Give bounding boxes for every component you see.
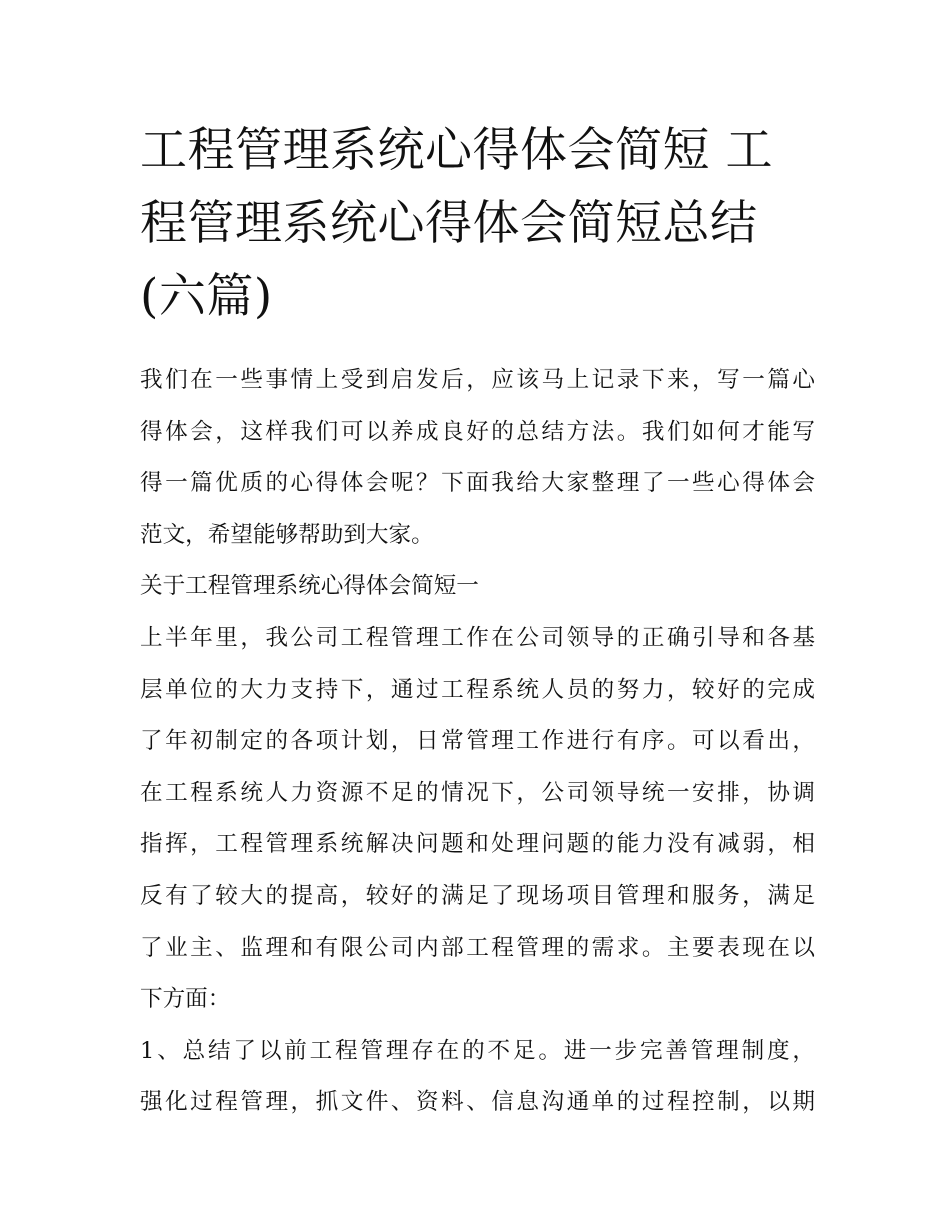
title-line: (六篇) [140, 269, 273, 324]
text-line: 指挥，工程管理系统解决问题和处理问题的能力没有减弱，相 [140, 831, 815, 858]
document-body [140, 355, 815, 1129]
text-line: 下方面： [140, 986, 231, 1013]
text-line: 了业主、监理和有限公司内部工程管理的需求。主要表现在以 [140, 934, 815, 961]
text-line: 反有了较大的提高，较好的满足了现场项目管理和服务，满足 [140, 882, 815, 909]
text-line: 得一篇优质的心得体会呢？下面我给大家整理了一些心得体会 [140, 470, 815, 497]
text-line: 强化过程管理，抓文件、资料、信息沟通单的过程控制，以期 [140, 1089, 815, 1116]
text-line: 范文，希望能够帮助到大家。 [140, 521, 434, 548]
section-heading [140, 561, 815, 613]
section-heading-text: 关于工程管理系统心得体会简短一 [140, 573, 479, 600]
numbered-point-paragraph [140, 1026, 815, 1129]
text-line: 了年初制定的各项计划，日常管理工作进行有序。可以看出， [140, 728, 815, 755]
document-title [140, 114, 815, 333]
intro-paragraph [140, 355, 815, 561]
section-paragraph [140, 613, 815, 1026]
text-line: 在工程系统人力资源不足的情况下，公司领导统一安排，协调 [140, 779, 815, 806]
text-line: 得体会，这样我们可以养成良好的总结方法。我们如何才能写 [140, 418, 815, 445]
title-line: 程管理系统心得体会简短总结 [140, 196, 758, 251]
text-line: 上半年里，我公司工程管理工作在公司领导的正确引导和各基 [140, 624, 815, 651]
text-line: 我们在一些事情上受到启发后，应该马上记录下来，写一篇心 [140, 367, 815, 393]
text-line: 1、总结了以前工程管理存在的不足。进一步完善管理制度， [140, 1037, 815, 1064]
text-line: 层单位的大力支持下，通过工程系统人员的努力，较好的完成 [140, 676, 815, 703]
title-line: 工程管理系统心得体会简短 工 [140, 123, 773, 178]
